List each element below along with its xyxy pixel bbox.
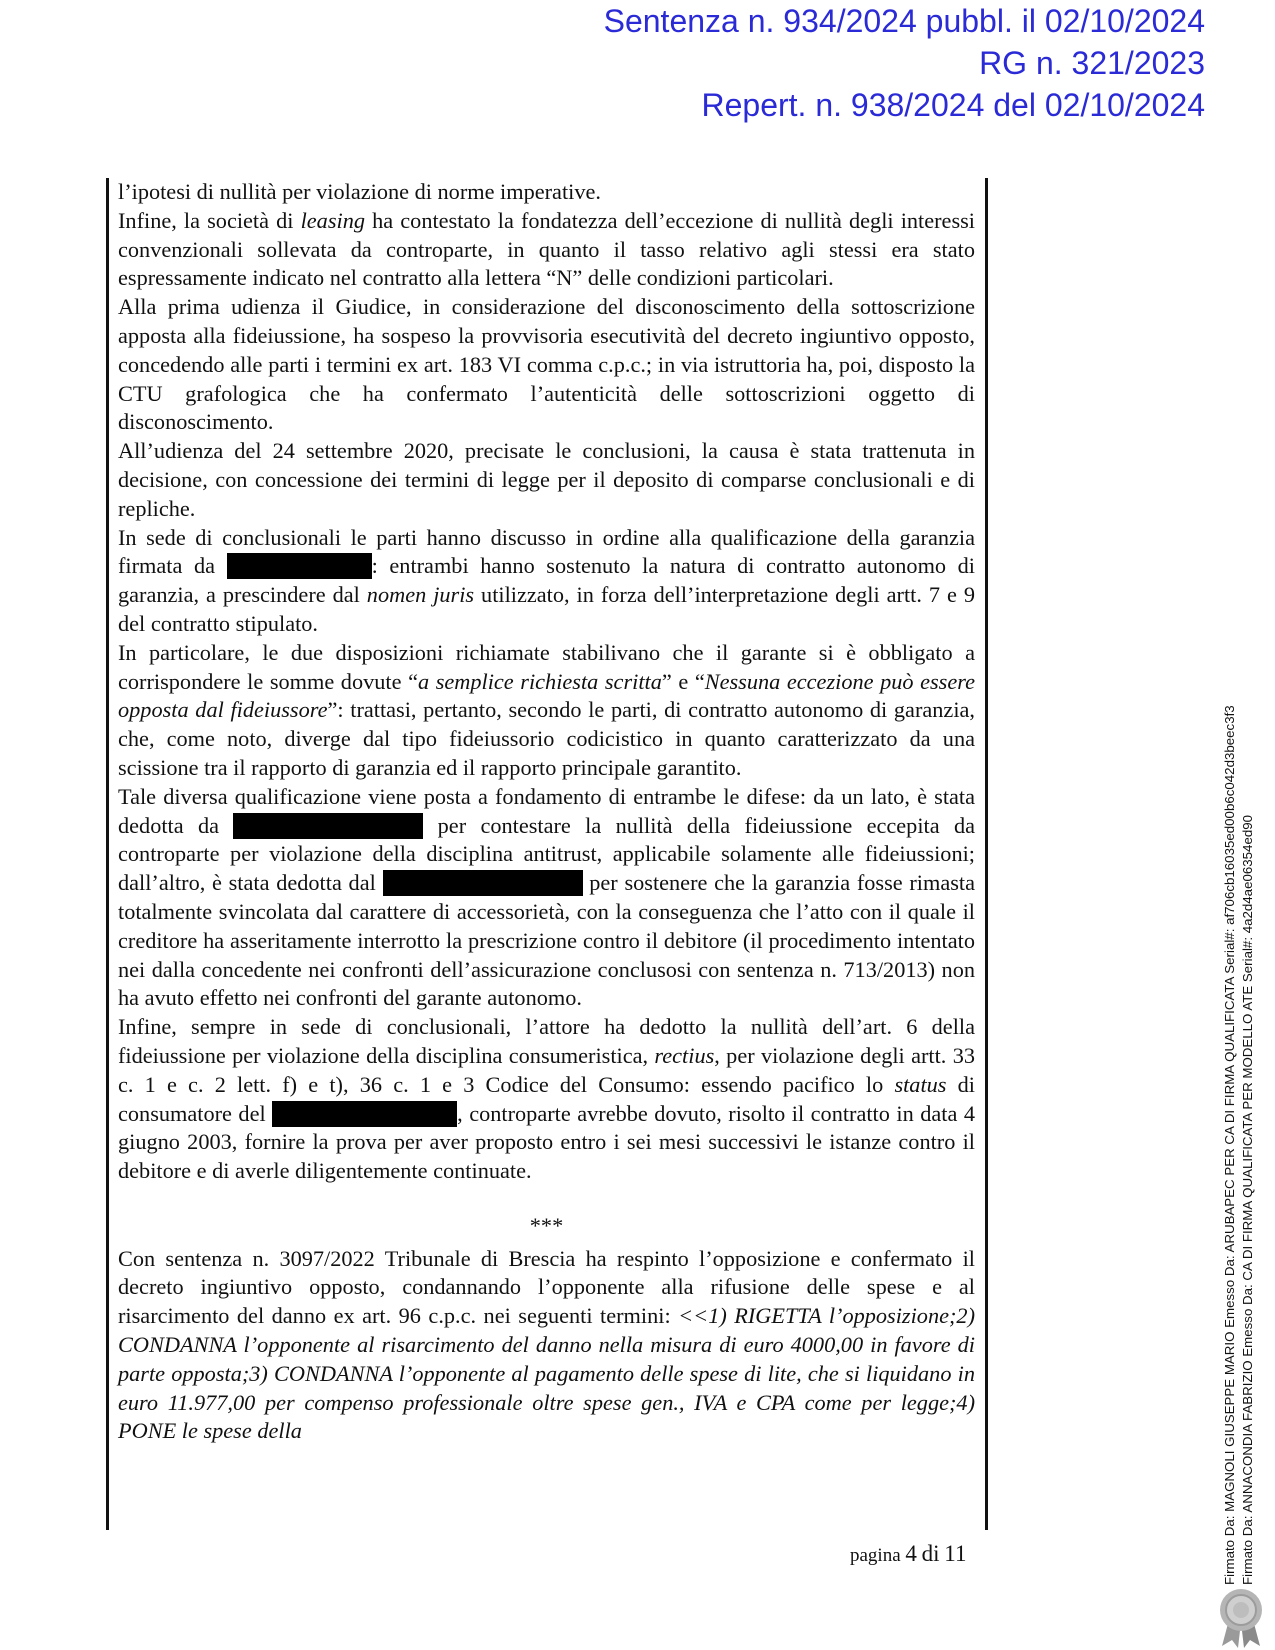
paragraph [118, 437, 975, 523]
paragraph [118, 178, 975, 207]
signature-line-2: Firmato Da: ANNACONDIA FABRIZIO Emesso Da: CA DI FIRMA QUALIFICATA PER MODELLO ATE Serial#: 4a2d4ae06354ed90 [1240, 814, 1255, 1585]
text-run: ha contestato la fondatezza dell’eccezione di nullità degli interessi convenzionali sollevata da controparte, in quanto il tasso relativo agli stessi era stato espressamente indicato nel contratto alla lettera “N” delle condizioni particolari. [118, 207, 975, 291]
paragraph [118, 524, 975, 639]
section-separator: *** [529, 1212, 564, 1238]
seal-icon [1216, 1586, 1266, 1648]
paragraph [118, 293, 975, 437]
page-total: 11 [944, 1541, 967, 1566]
italic-run: rectius [654, 1042, 715, 1068]
text-run: utilizzato, in forza dell’interpretazione degli artt. 7 e 9 del contratto stipulato. [118, 582, 975, 636]
redaction-box [233, 813, 423, 839]
page-current: 4 [905, 1541, 917, 1566]
paragraph [118, 783, 975, 1013]
text-run: All’udienza del 24 settembre 2020, precisate le conclusioni, la causa è stata trattenuta in decisione, con concessione dei termini di legge per il deposito di comparse conclusionali e di repliche. [118, 438, 975, 521]
text-run: l’ipotesi di nullità per violazione di norme imperative. [118, 179, 601, 204]
text-run: Tale diversa qualificazione viene posta a fondamento di entrambe le difese: da un lato, è stata dedotta da [118, 783, 975, 838]
right-margin-rule [985, 178, 988, 1530]
left-margin-rule [106, 178, 109, 1530]
text-run: In sede di conclusionali le parti hanno discusso in ordine alla qualificazione della garanzia firmata da [118, 524, 975, 579]
stamp-sentenza: Sentenza n. 934/2024 pubbl. il 02/10/2024 [603, 3, 1205, 39]
text-run: Con sentenza n. 3097/2022 Tribunale di Brescia ha respinto l’opposizione e confermato il decreto ingiuntivo opposto, condannando l’opponente alla rifusione delle spese e al risarcimento del danno ex art. 96 c.p.c. nei seguenti termini: [118, 1245, 975, 1329]
stamp-rg: RG n. 321/2023 [979, 45, 1205, 81]
redaction-box [383, 870, 583, 896]
paragraph [118, 1013, 975, 1186]
text-run: : entrambi hanno sostenuto la natura di contratto autonomo di garanzia, a prescindere dal [118, 553, 975, 608]
redaction-box [272, 1101, 457, 1127]
text-run: Alla prima udienza il Giudice, in considerazione del disconoscimento della sottoscrizione apposta alla fideiussione, ha sospeso la provvisoria esecutività del decreto ingiuntivo opposto, concedendo alle parti i termini ex art. 183 VI comma c.p.c.; in via istruttoria ha, poi, disposto la CTU grafologica che ha confermato l’autenticità delle sottoscrizioni oggetto di disconoscimento. [118, 294, 975, 435]
text-run: Infine, la società di [118, 207, 301, 233]
text-run: , per violazione degli artt. 33 c. 1 e c. 2 lett. f) e t), 36 c. 1 e 3 Codice del Consumo: essendo pacifico lo [118, 1042, 975, 1097]
page-label: pagina [850, 1545, 901, 1566]
document-body [118, 178, 975, 1446]
italic-run: a semplice richiesta scritta [417, 668, 662, 694]
page-of-label: di [921, 1541, 940, 1566]
italic-run: nomen juris [366, 582, 475, 608]
text-run: Infine, sempre in sede di conclusionali, l’attore ha dedotto la nullità dell’art. 6 della fideiussione per violazione della disciplina consumeristica, [118, 1014, 975, 1068]
italic-run: <<1) RIGETTA l’opposizione;2) CONDANNA l’opponente al risarcimento del danno nella misura di euro 4000,00 in favore di parte opposta;3) CONDANNA l’opponente al pagamento delle spese di lite, che si liquidano in euro 11.977,00 per compenso professionale oltre spese gen., IVA e CPA come per legge;4) PONE le spese della [118, 1303, 975, 1444]
text-run: ”: trattasi, pertanto, secondo le parti, di contratto autonomo di garanzia, che, come noto, diverge dal tipo fideiussorio codicistico in quanto caratterizzato da una scissione tra il rapporto di garanzia ed il rapporto principale garantito. [118, 697, 975, 780]
italic-run: status [894, 1071, 947, 1097]
text-run: per contestare la nullità della fideiussione eccepita da controparte per violazione della disciplina antitrust, applicabile solamente alle fideiussioni; dall’altro, è stata dedotta dal [118, 812, 975, 896]
paragraph [118, 639, 975, 783]
text-run: di consumatore del [118, 1071, 976, 1126]
paragraph [118, 1245, 975, 1447]
text-run: per sostenere che la garanzia fosse rimasta totalmente svincolata dal carattere di accessorietà, con la conseguenza che l’atto con il quale il creditore ha asseritamente interrotto la prescrizione contro il debitore (il procedimento intentato nei dalla concedente nei confronti dell’assicurazione conclusosi con sentenza n. 713/2013) non ha avuto effetto nei confronti del garante autonomo. [118, 870, 975, 1011]
page-number [850, 1541, 966, 1567]
italic-run: Nessuna eccezione può essere opposta dal fideiussore [118, 668, 976, 723]
stamp-repert: Repert. n. 938/2024 del 02/10/2024 [701, 87, 1205, 123]
signature-line-1: Firmato Da: MAGNOLI GIUSEPPE MARIO Emesso Da: ARUBAPEC PER CA DI FIRMA QUALIFICATA Serial#: af706cb16035ed00b6c042d3beec3f3 [1222, 705, 1237, 1585]
text-run: ” e “ [661, 668, 705, 694]
italic-run: leasing [300, 207, 366, 233]
redaction-box [227, 553, 372, 579]
text-run: In particolare, le due disposizioni richiamate stabilivano che il garante si è obbligato a corrispondere le somme dovute “ [118, 639, 975, 694]
text-run: , controparte avrebbe dovuto, risolto il contratto in data 4 giugno 2003, fornire la prova per aver proposto entro i sei mesi successivi le istanze contro il debitore e di averle diligentemente continuate. [118, 1100, 975, 1184]
paragraph [118, 207, 975, 293]
